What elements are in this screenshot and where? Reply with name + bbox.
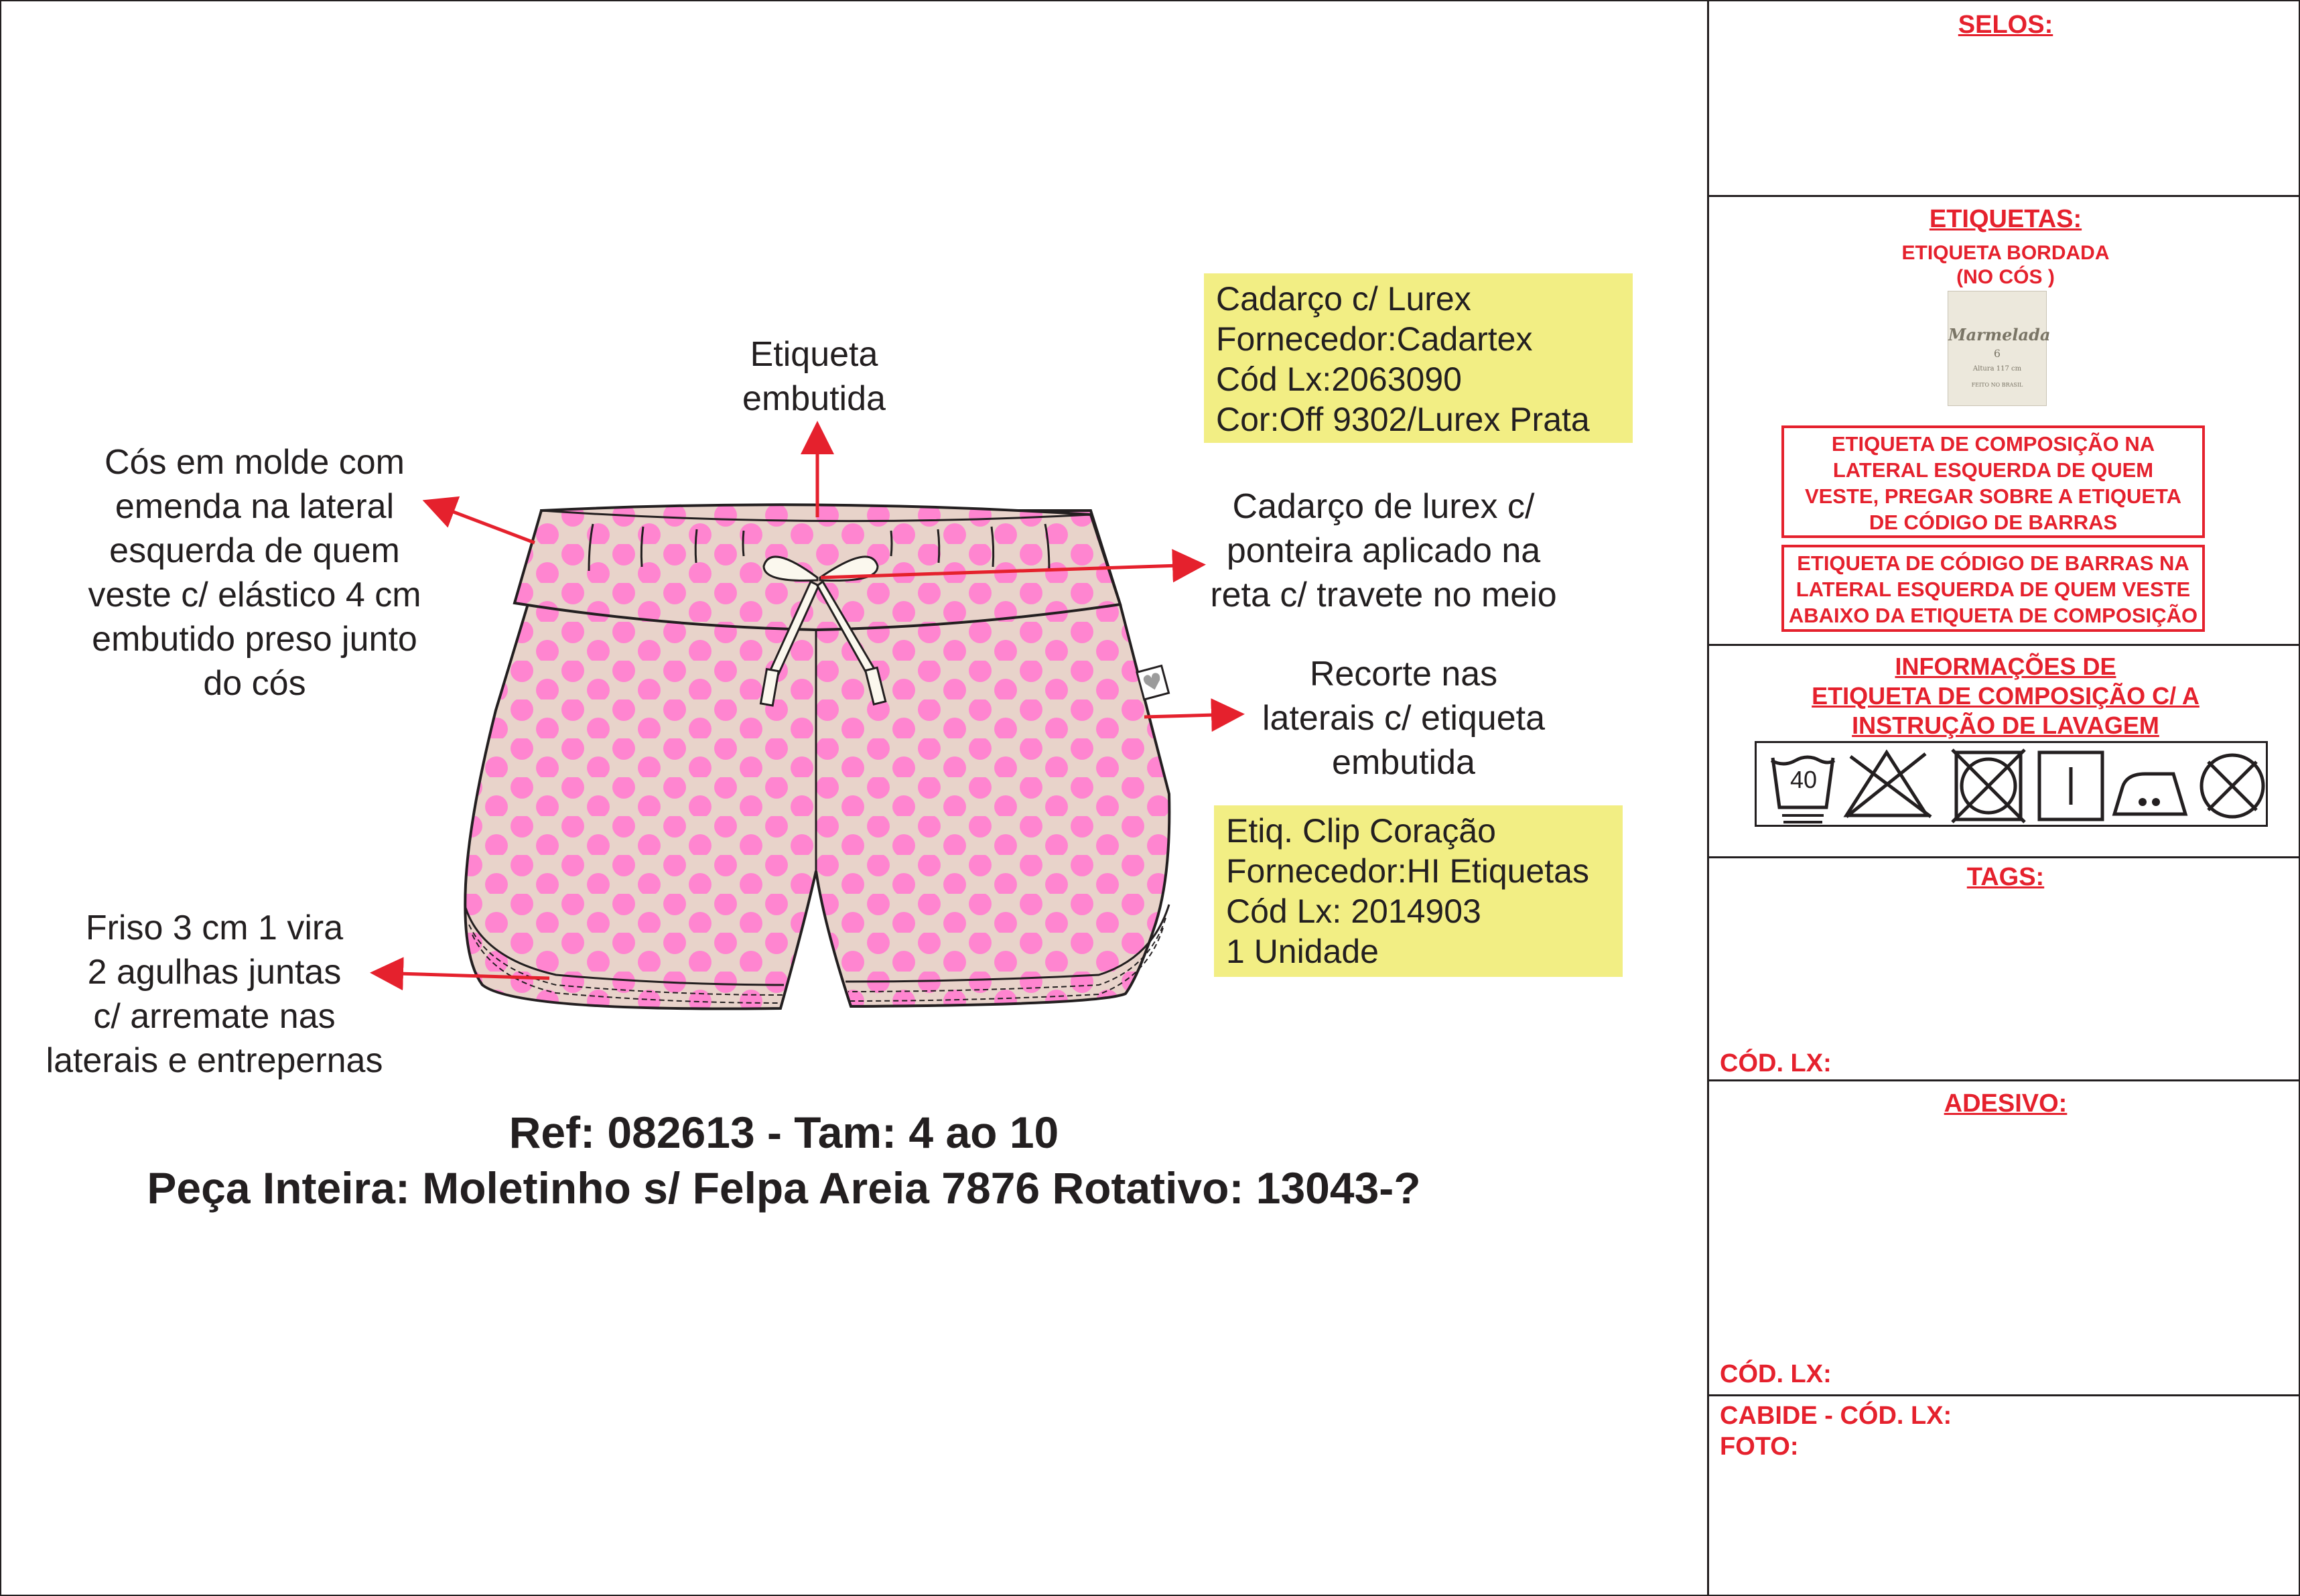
note-friso: Friso 3 cm 1 vira 2 agulhas juntas c/ arremate nas laterais e entrepernas (46, 909, 383, 1080)
composicao-instruction: ETIQUETA DE COMPOSIÇÃO NA LATERAL ESQUERDA DE QUEM VESTE, PREGAR SOBRE A ETIQUETA DE CÓDIGO DE BARRAS (1781, 425, 2205, 538)
informacoes-title: INFORMAÇÕES DE ETIQUETA DE COMPOSIÇÃO C/ A INSTRUÇÃO DE LAVAGEM (1812, 653, 2200, 739)
no-dry-clean-icon (2202, 755, 2263, 817)
cabide-cod-lx: CABIDE - CÓD. LX: (1720, 1402, 1952, 1430)
note-cos: Cós em molde com emenda na lateral esquerda de quem veste c/ elástico 4 cm embutido preso junto do cós (88, 443, 421, 703)
etiqueta-bordada-caption: ETIQUETA BORDADA (NO CÓS ) (1901, 242, 2110, 288)
no-tumble-dry-icon (1952, 750, 2025, 822)
line-dry-icon (2039, 752, 2102, 819)
care-symbols-strip (1755, 741, 2268, 827)
section-tags (1709, 858, 2300, 1081)
tags-cod-lx: CÓD. LX: (1720, 1049, 1832, 1077)
label-size: 6 (1993, 347, 2001, 360)
no-bleach-icon (1846, 752, 1931, 817)
tags-title: TAGS: (1966, 863, 2045, 891)
note-recorte: Recorte nas laterais c/ etiqueta embutida (1262, 655, 1546, 782)
section-selos (1709, 0, 2300, 197)
note-cadarco-lurex: Cadarço de lurex c/ ponteira aplicado na reta c/ travete no meio (1210, 487, 1557, 614)
selos-title: SELOS: (1958, 11, 2053, 39)
foto-label: FOTO: (1720, 1433, 1799, 1461)
adesivo-title: ADESIVO: (1944, 1089, 2068, 1118)
label-footer: FEITO NO BRASIL (1971, 382, 2023, 388)
section-etiquetas (1709, 197, 2300, 646)
spec-sidebar (1707, 0, 2300, 1596)
iron-medium-icon (2114, 774, 2185, 814)
section-cabide (1709, 1396, 2300, 1596)
wash-temperature: 40 (1789, 766, 1818, 793)
label-height: Altura 117 cm (1972, 365, 2022, 373)
section-informacoes (1709, 646, 2300, 858)
section-adesivo (1709, 1081, 2300, 1396)
etiquetas-title: ETIQUETAS: (1929, 205, 2082, 233)
cadarco-info-box: Cadarço c/ Lurex Fornecedor:Cadartex Cód Lx:2063090 Cor:Off 9302/Lurex Prata (1204, 273, 1633, 443)
etiq-clip-info-box: Etiq. Clip Coração Fornecedor:HI Etiquetas Cód Lx: 2014903 1 Unidade (1214, 805, 1623, 977)
label-brand: Marmelada (1948, 325, 2051, 344)
waistband (515, 505, 1120, 630)
woven-label-image (1948, 291, 2051, 406)
codigo-barras-instruction: ETIQUETA DE CÓDIGO DE BARRAS NA LATERAL ESQUERDA DE QUEM VESTE ABAIXO DA ETIQUETA DE COMPOSIÇÃO (1781, 545, 2205, 632)
note-etiqueta-embutida: Etiqueta embutida (742, 335, 886, 418)
reference-line: Ref: 082613 - Tam: 4 ao 10 (509, 1108, 1059, 1157)
fabric-line: Peça Inteira: Moletinho s/ Felpa Areia 7876 Rotativo: 13043-? (147, 1163, 1421, 1213)
adesivo-cod-lx: CÓD. LX: (1720, 1360, 1832, 1388)
